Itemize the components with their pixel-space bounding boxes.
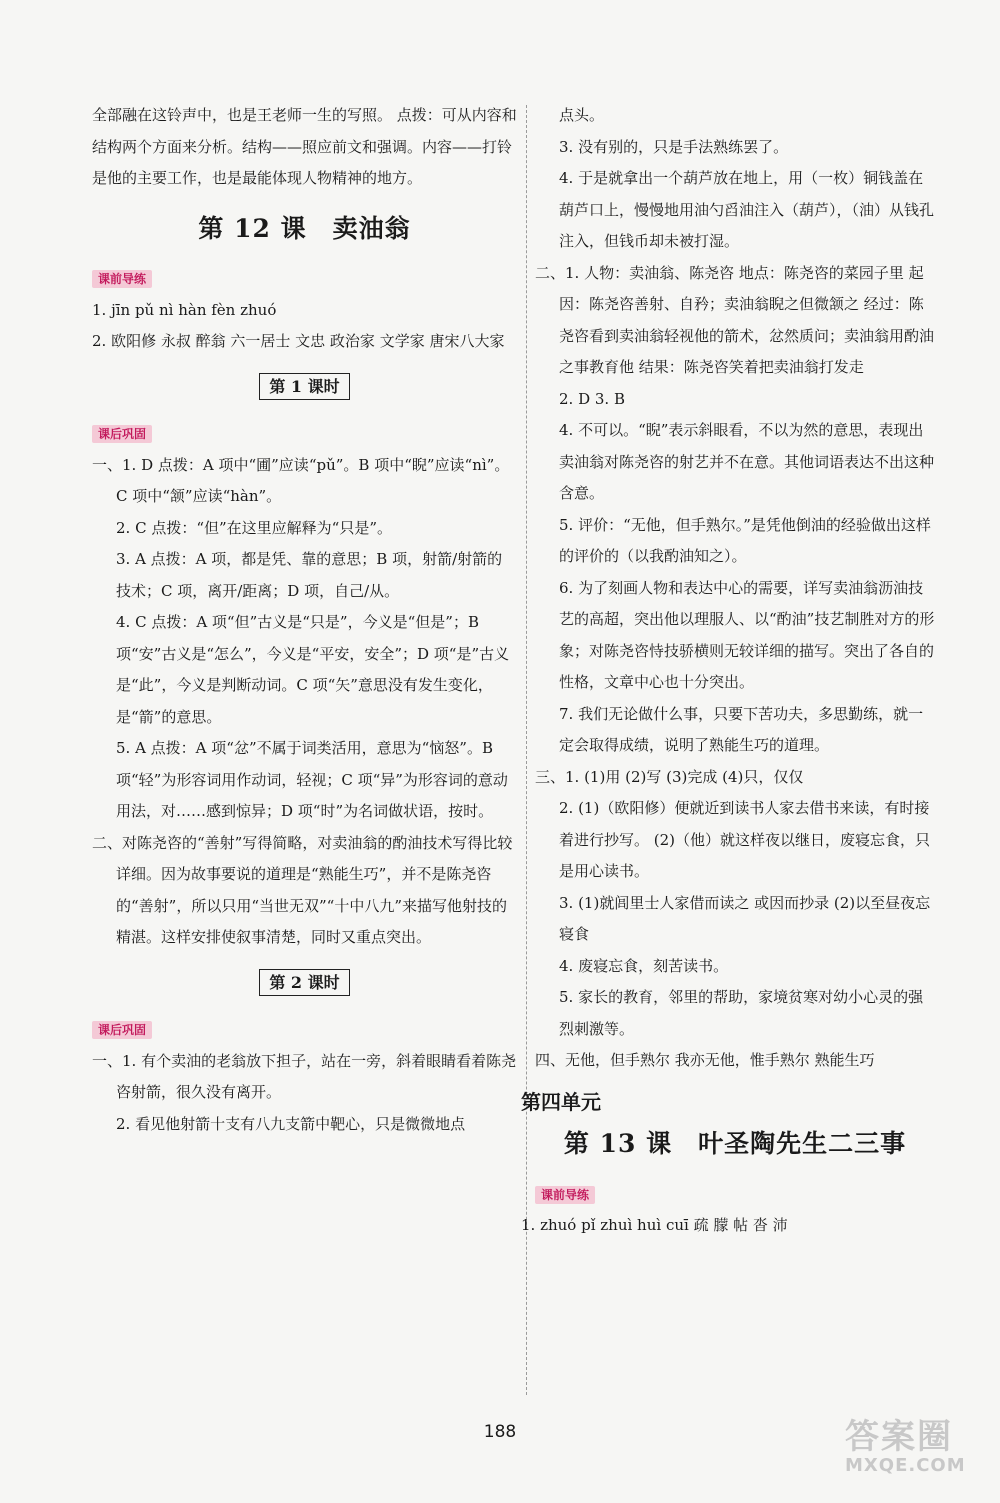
- period-2-heading: [92, 968, 517, 1000]
- intro-paragraph: 全部融在这铃声中，也是王老师一生的写照。 点拨：可从内容和结构两个方面来分析。结构——照应前文和强调。内容——打铃是他的主要工作，也是最能体现人物精神的地方。: [92, 106, 517, 187]
- right-column: [521, 100, 935, 1242]
- answer-line: 5. A 点拨：A 项“忿”不属于词类活用，意思为“恼怒”。B 项“轻”为形容词用作动词，轻视；C 项“异”为形容词的意动用法，对……感到惊异；D 项“时”为名词做状语，按时。: [116, 739, 508, 820]
- answer-line: 二、对陈尧咨的“善射”写得简略，对卖油翁的酌油技术写得比较详细。因为故事要说的道理是“熟能生巧”，并不是陈尧咨的“善射”，所以只用“当世无双”“十中八九”来描写他射技的精湛。这样安排使叙事清楚，同时又重点突出。: [92, 833, 513, 946]
- answer-line: 一、1. 有个卖油的老翁放下担子，站在一旁，斜着眼睛看着陈尧咨射箭，很久没有离开。: [92, 1051, 517, 1101]
- lesson-13-title: [535, 1128, 935, 1160]
- answer-line: 1. zhuó pǐ zhuì huì cuī 疏 朦 帖 沓 沛: [521, 1216, 788, 1234]
- period-label: 第 1 课时: [259, 373, 349, 400]
- answer-line: 点头。: [559, 106, 605, 124]
- left-column: [92, 100, 517, 1140]
- answer-line: 2. (1)（欧阳修）便就近到读书人家去借书来读，有时接着进行抄写。 (2)（他）就这样夜以继日，废寝忘食，只是用心读书。: [559, 799, 931, 880]
- answer-line: 1. jīn pǔ nì hàn fèn zhuó: [92, 300, 277, 319]
- answer-line: 3. (1)就闾里士人家借而读之 或因而抄录 (2)以至昼夜忘寝食: [559, 893, 931, 943]
- answer-line: 2. 看见他射箭十支有八九支箭中靶心，只是微微地点: [116, 1114, 466, 1133]
- answer-line: 4. 于是就拿出一个葫芦放在地上，用（一枚）铜钱盖在葫芦口上，慢慢地用油勺舀油注入（葫芦），（油）从钱孔注入，但钱币却未被打湿。: [559, 169, 935, 250]
- answer-line: 4. 废寝忘食，刻苦读书。: [559, 956, 729, 975]
- answer-line: 四、无他，但手熟尔 我亦无他，惟手熟尔 熟能生巧: [535, 1051, 875, 1069]
- lesson-number: 第 12 课: [198, 213, 307, 243]
- answer-line: 3. A 点拨：A 项，都是凭、靠的意思；B 项，射箭/射箭的技术；C 项，离开/距离；D 项，自己/从。: [116, 550, 503, 600]
- column-divider: [526, 105, 527, 1395]
- watermark-text: 答案圈: [845, 1417, 953, 1457]
- period-label: 第 2 课时: [259, 969, 349, 996]
- answer-line: 2. 欧阳修 永叔 醉翁 六一居士 文忠 政治家 文学家 唐宋八大家: [92, 332, 505, 350]
- answer-line: 3. 没有别的，只是手法熟练罢了。: [559, 137, 789, 156]
- section-tag: 课前导练: [535, 1186, 595, 1204]
- lesson-number: 第 13 课: [563, 1129, 673, 1158]
- lesson-name: 卖油翁: [332, 213, 411, 243]
- answer-line: 4. 不可以。“睨”表示斜眼看，不以为然的意思，表现出卖油翁对陈尧咨的射艺并不在意。其他词语表达不出这种含意。: [559, 421, 935, 502]
- unit-heading: 第四单元: [521, 1089, 601, 1114]
- section-tag: 课前导练: [92, 270, 152, 288]
- answer-line: 5. 评价：“无他，但手熟尔。”是凭他倒油的经验做出这样的评价的（以我酌油知之）。: [559, 515, 931, 565]
- answer-line: 二、1. 人物：卖油翁、陈尧咨 地点：陈尧咨的菜园子里 起因：陈尧咨善射、自矜；卖油翁睨之但微颔之 经过：陈尧咨看到卖油翁轻视他的箭术，忿然质问；卖油翁用酌油之事教育他 结果：陈尧咨笑着把卖油翁打发走: [535, 263, 935, 376]
- watermark-url: MXQE.COM: [845, 1455, 966, 1476]
- section-tag: 课后巩固: [92, 425, 152, 443]
- period-1-heading: [92, 372, 517, 404]
- answer-line: 7. 我们无论做什么事，只要下苦功夫，多思勤练，就一定会取得成绩，说明了熟能生巧的道理。: [559, 704, 924, 754]
- answer-line: 2. C 点拨：“但”在这里应解释为“只是”。: [116, 518, 393, 537]
- section-tag: 课后巩固: [92, 1021, 152, 1039]
- answer-line: 一、1. D 点拨：A 项中“圃”应读“pǔ”。B 项中“睨”应读“nì”。C 项中“颔”应读“hàn”。: [92, 455, 510, 505]
- answer-line: 三、1. (1)用 (2)写 (3)完成 (4)只，仅仅: [535, 767, 804, 786]
- answer-line: 5. 家长的教育，邻里的帮助，家境贫寒对幼小心灵的强烈刺激等。: [559, 988, 924, 1038]
- answer-line: 2. D 3. B: [559, 389, 625, 408]
- lesson-12-title: [92, 213, 517, 245]
- watermark-logo: [845, 1418, 966, 1476]
- answer-line: 6. 为了刻画人物和表达中心的需要，详写卖油翁沥油技艺的高超，突出他以理服人、以“酌油”技艺制胜对方的形象；对陈尧咨恃技骄横则无较详细的描写。突出了各自的性格，文章中心也十分突出。: [559, 578, 935, 691]
- page-number: 188: [483, 1422, 517, 1442]
- lesson-name: 叶圣陶先生二三事: [698, 1129, 907, 1158]
- answer-line: 4. C 点拨：A 项“但”古义是“只是”，今义是“但是”；B 项“安”古义是“怎么”，今义是“平安，安全”；D 项“是”古义是“此”，今义是判断动词。C 项“矢”意思没有发生变化，是“箭”的意思。: [116, 613, 510, 726]
